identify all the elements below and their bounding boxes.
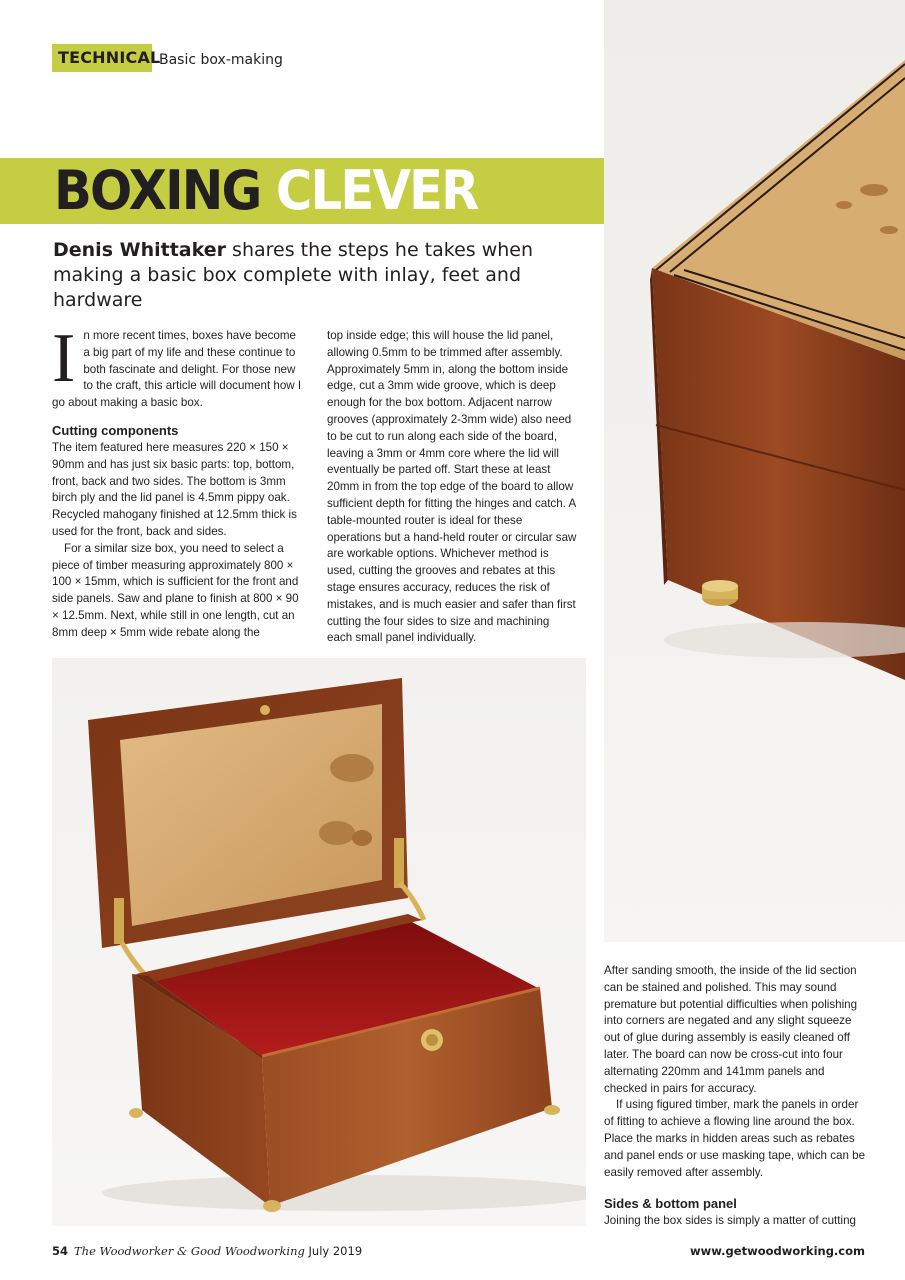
intro-paragraph bbox=[52, 320, 302, 412]
photo-box-corner-closeup bbox=[604, 0, 905, 942]
standfirst bbox=[53, 238, 593, 313]
paragraph-cutting-2: For a similar size box, you need to select a piece of timber measuring approximately 800 × 100 × 15mm, which is sufficient for the front and side panels. Saw and plane to finish at 800 × 90 × 12.5mm. Next, while still in one length, cut an 8mm deep × 5mm wide rebate along the bbox=[52, 541, 299, 639]
open-box-illustration bbox=[52, 658, 586, 1226]
paragraph-figured-timber: If using figured timber, mark the panels in order of fitting to achieve a flowing line around the box. Place the marks in hidden areas such as rebates and panel ends or use masking tape, which can be easily removed after assembly. bbox=[604, 1098, 866, 1179]
author-name: Denis Whittaker bbox=[53, 239, 226, 261]
article-column-3 bbox=[604, 963, 866, 1230]
section-tag: TECHNICAL bbox=[58, 48, 161, 67]
issue-date: July 2019 bbox=[308, 1244, 363, 1258]
photo-open-box bbox=[52, 658, 586, 1226]
paragraph-sanding: After sanding smooth, the inside of the lid section can be stained and polished. This may sound premature but potential difficulties when polishing into corners are negated and any slight squeeze out of glue during assembly is easily cleaned off later. The board can now be cross-cut into four alternating 220mm and 141mm panels and checked in pairs for accuracy. bbox=[604, 964, 858, 1095]
article-column-1 bbox=[52, 320, 302, 642]
footer-folio bbox=[52, 1244, 362, 1258]
box-corner-illustration bbox=[604, 0, 905, 942]
magazine-name: The Woodworker & Good Woodworking bbox=[74, 1244, 305, 1258]
paragraph-cutting-1: The item featured here measures 220 × 150 × 90mm and has just six basic parts: top, bottom, front, back and two sides. The bottom is 3mm birch ply and the lid panel is 4.5mm pippy oak. Recycled mahogany finished at 12.5mm thick is used for the front, back and sides. bbox=[52, 440, 297, 538]
paragraph-grooves: top inside edge; this will house the lid panel, allowing 0.5mm to be trimmed after assembly. Approximately 5mm in, along the bottom inside edge, cut a 3mm wide groove, which is deep enough for the box bottom. Adjacent narrow grooves (approximately 2-3mm wide) also need to be cut to run along each side of the board, leaving a 3mm or 4mm core where the lid will eventually be parted off. Start these at least 20mm in from the top edge of the board to allow sufficient depth for fitting the hinges and catch. A table-mounted router is ideal for these operations but a hand-held router or circular saw are workable options. Whichever method is used, cutting the grooves and rebates at this stage ensures accuracy, reduces the risk of mistakes, and is much easier and safer than first cutting the four sides to size and machining each small panel individually. bbox=[327, 329, 577, 645]
paragraph-sides: Joining the box sides is simply a matter of cutting bbox=[604, 1214, 856, 1228]
page-number: 54 bbox=[52, 1244, 69, 1258]
page-title bbox=[54, 160, 478, 222]
website-link[interactable]: www.getwoodworking.com bbox=[690, 1244, 865, 1258]
heading-cutting-components: Cutting components bbox=[52, 422, 179, 438]
intro-text: n more recent times, boxes have become a big part of my life and these continue to both fascinate and delight. For those new to the craft, this article will document how I go about making a basic box. bbox=[52, 329, 302, 410]
heading-sides-bottom-panel: Sides & bottom panel bbox=[604, 1196, 737, 1212]
section-label: Basic box-making bbox=[159, 52, 283, 68]
standfirst-text: shares the steps he takes when making a basic box complete with inlay, feet and hardware bbox=[53, 239, 534, 311]
article-column-2 bbox=[327, 328, 577, 647]
drop-cap: I bbox=[52, 320, 76, 397]
title-word-1: BOXING bbox=[54, 159, 261, 222]
title-word-2: CLEVER bbox=[275, 159, 478, 222]
